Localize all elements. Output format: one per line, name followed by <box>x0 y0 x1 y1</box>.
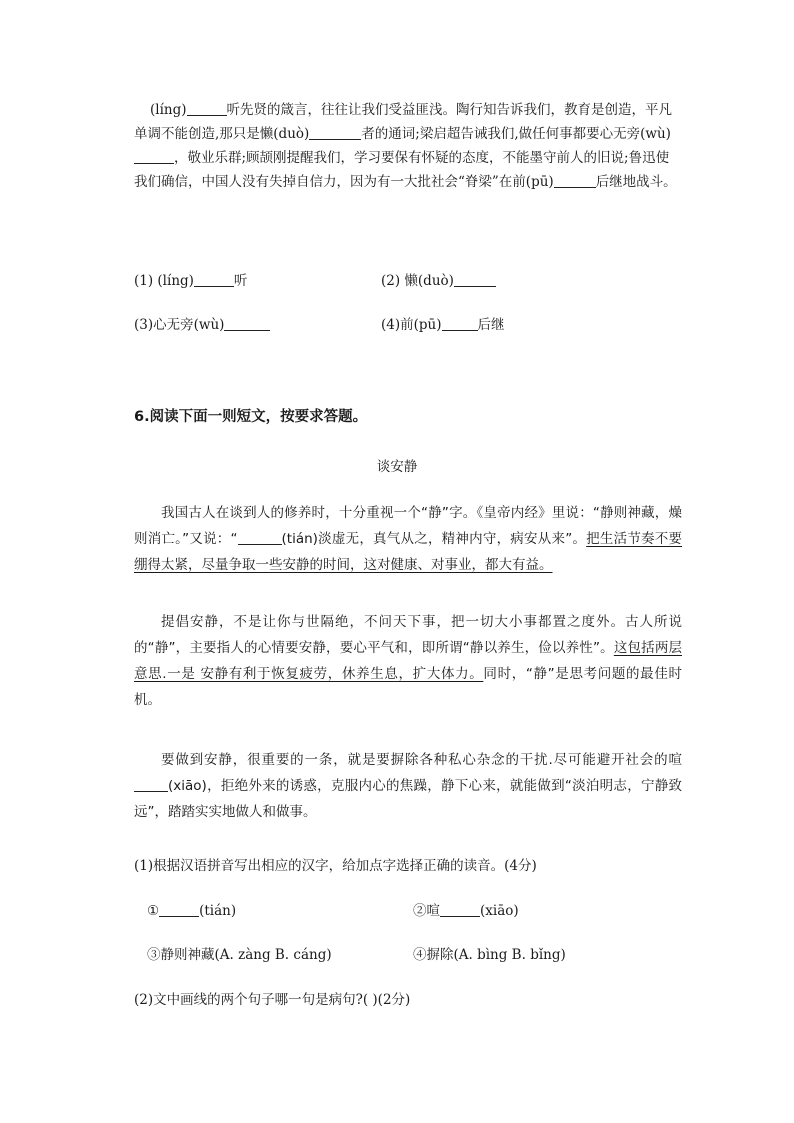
answer-blank[interactable] <box>224 316 270 331</box>
passage-text: ，敬业乐群;顾颉刚提醒我们，学习要保有怀疑的态度，不能墨守前人的旧说;鲁迅使我们确信，中国人没有失掉自信力，因为有一大批社会“脊梁”在前(pū) <box>134 150 670 190</box>
sub-question-1: (1)根据汉语拼音写出相应的汉字，给加点字选择正确的读音。(4分) <box>134 858 537 874</box>
sub-option-3: ③静则神藏(A. zàng B. cáng) <box>147 947 332 963</box>
passage-text: 听先贤的箴言，往往让我们受益匪浅。陶行知告诉我们，教育是创造，平凡单调不能创造,那只是懒(duò) <box>134 102 673 142</box>
answer-blank[interactable] <box>159 902 199 917</box>
answer-blank[interactable] <box>187 101 227 116</box>
article-paragraph-1: 我国古人在谈到人的修养时，十分重视一个“静”字。《皇帝内经》里说：“静则神藏，燥则消亡。”又说：“ (tián)淡虚无，真气从之，精神内守，病安从来”。把生活节奏不要绷得太紧，尽量争取一些安静的时间，这对健康、对事业，都大有益。 <box>134 505 682 573</box>
passage-paragraph <box>134 98 680 194</box>
passage-text: (líng) <box>150 102 187 118</box>
article-title: 谈安静 <box>376 459 418 475</box>
option-1: (1) (líng) 听 <box>134 273 248 289</box>
underlined-sentence: 这包括两层意思.一是 安静有利于恢复疲劳，休养生息，扩大体力。 <box>134 640 682 682</box>
answer-blank[interactable] <box>442 316 478 331</box>
underlined-sentence: 把生活节奏不要绷得太紧，尽量争取一些安静的时间，这对健康、对事业，都大有益。 <box>134 531 682 573</box>
article-paragraph-2: 提倡安静，不是让你与世隔绝，不问天下事，把一切大小事都置之度外。古人所说的“静”，主要指人的心情要安静，要心平气和，即所谓“静以养生，俭以养性”。这包括两层意思.一是 安静有利于恢复疲劳，休养生息，扩大体力。同时，“静”是思考问题的最佳时机。 <box>134 614 682 708</box>
sub-question-2: (2)文中画线的两个句子哪一句是病句?( )(2分) <box>134 992 411 1008</box>
article-paragraph-3: 要做到安静，很重要的一条，就是要摒除各种私心杂念的干扰.尽可能避开社会的喧(xiāo)，拒绝外来的诱惑，克服内心的焦躁，静下心来，就能做到“淡泊明志，宁静致远”，踏踏实实地做人和做事。 <box>134 752 682 820</box>
question-title: 6.阅读下面一则短文，按要求答题。 <box>134 409 368 425</box>
option-3: (3)心无旁(wù) <box>134 315 270 335</box>
answer-blank[interactable] <box>554 173 596 188</box>
passage-text: 者的通词;梁启超告诫我们,做任何事都要心无旁(wù) <box>361 126 671 142</box>
sub-option-4: ④摒除(A. bìng B. bǐng) <box>413 947 566 963</box>
option-2: (2) 懒(duò) <box>381 271 496 291</box>
sub-option-1: ① (tián) <box>147 903 237 919</box>
answer-blank[interactable] <box>440 902 480 917</box>
answer-blank[interactable] <box>134 149 174 164</box>
answer-blank[interactable] <box>238 530 282 545</box>
answer-blank[interactable] <box>134 777 168 792</box>
option-4: (4)前(pū) 后继 <box>381 317 505 333</box>
answer-blank[interactable] <box>454 272 496 287</box>
answer-blank[interactable] <box>309 125 361 140</box>
sub-option-2: ②喧 (xiāo) <box>413 903 519 919</box>
passage-text: 后继地战斗。 <box>595 174 677 190</box>
answer-blank[interactable] <box>194 272 234 287</box>
